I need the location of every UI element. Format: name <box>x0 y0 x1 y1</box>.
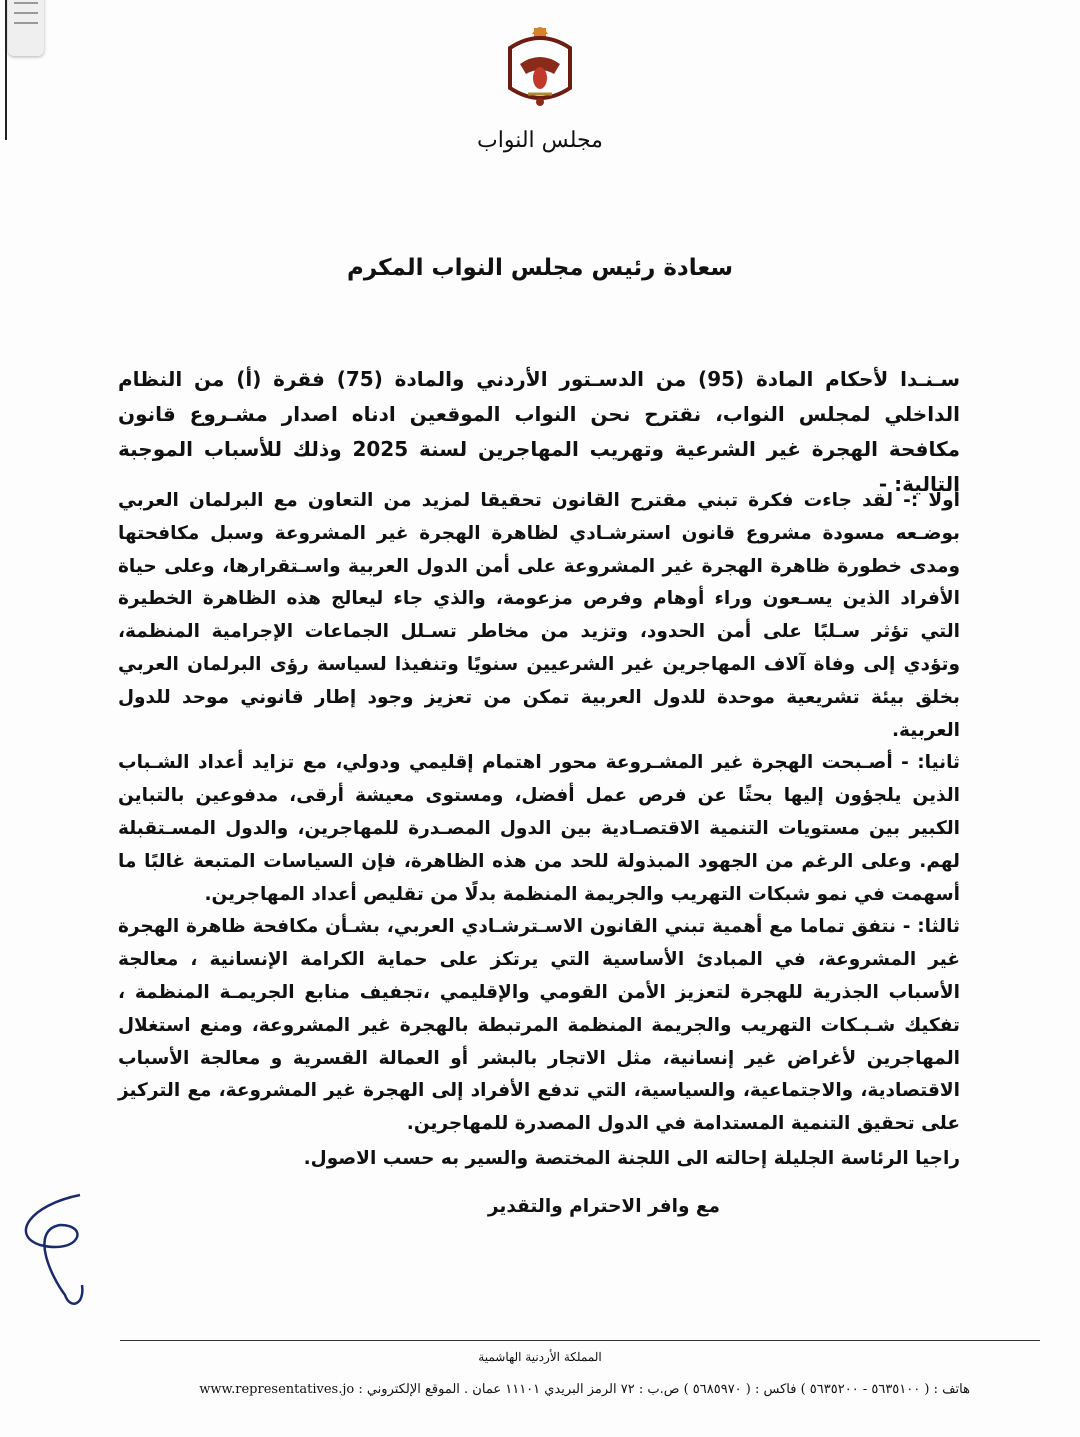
reason-second: ثانيا: - أصـبحت الهجرة غير المشـروعة محور اهتمام إقليمي ودولي، مع تزايد أعداد الشـباب الذين يلجؤون إليها بحثًا عن فرص عمل أفضل، ومستوى معيشة أرقى، مدفوعين بالتباين الكبير بين مستويات التنمية الاقتصـادية بين الدول المصـدرة للمهاجرين، والدول المسـتقبلة لهم. وعلى الرغم من الجهود المبذولة للحد من هذه الظاهرة، فإن السياسات المتبعة غالبًا ما أسهمت في نمو شبكات التهريب والجريمة المنظمة بدلًا من تقليص أعداد المهاجرين. <box>118 752 960 905</box>
reason-third: ثالثا: - نتفق تماما مع أهمية تبني القانون الاسـترشـادي العربي، بشـأن مكافحة ظاهرة الهجرة غير المشروعة، في المبادئ الأساسية التي يرتكز على حماية الكرامة الإنسانية ، معالجة الأسباب الجذرية للهجرة لتعزيز الأمن القومي والإقليمي ،تجفيف منابع الجريمـة المنظمة ، تفكيك شـبـكات التهريب والجريمة المنظمة المرتبطة بالهجرة غير المشروعة، ومنع استغلال المهاجرين لأغراض غير إنسانية، مثل الاتجار بالبشر أو العمالة القسرية و معالجة الأسباب الاقتصادية، والاجتماعية، والسياسية، التي تدفع الأفراد إلى الهجرة غير المشروعة، مع التركيز على تحقيق التنمية المستدامة في الدول المصدرة للمهاجرين. <box>118 916 960 1135</box>
footer-divider <box>120 1340 1040 1341</box>
footer-organization: المملكة الأردنية الهاشمية <box>478 1350 602 1364</box>
page-edge <box>5 0 7 140</box>
footer-contact: هاتف : ( ٥٦٣٥١٠٠ - ٥٦٣٥٢٠٠ ) فاكس : ( ٥٦٨٥٩٧٠ ) ص.ب : ٧٢ الرمز البريدي ١١١٠١ عمان . الموقع الإلكتروني : www.representatives.jo <box>199 1382 970 1397</box>
reasons-section <box>118 485 960 1141</box>
regards: مع وافر الاحترام والتقدير <box>487 1196 720 1217</box>
menu-bar <box>14 22 38 24</box>
logo-text: مجلس النواب <box>477 128 603 153</box>
menu-bar <box>14 12 38 14</box>
jordan-coat-of-arms-logo <box>492 16 588 116</box>
letter-addressee: سعادة رئيس مجلس النواب المكرم <box>347 255 733 281</box>
intro-paragraph: سـنـدا لأحكام المادة (95) من الدسـتور الأردني والمادة (75) فقرة (أ) من النظام الداخلي لمجلس النواب، نقترح نحن النواب الموقعين ادناه اصدار مشـروع قانون مكافحة الهجرة غير الشرعية وتهريب المهاجرين لسنة 2025 وذلك للأسباب الموجبة التالية: - <box>118 367 961 496</box>
menu-button[interactable] <box>8 0 44 56</box>
handwritten-signature <box>10 1185 110 1315</box>
menu-bar <box>14 2 38 4</box>
reason-first: أولا :- لقد جاءت فكرة تبني مقترح القانون تحقيقا لمزيد من التعاون مع البرلمان العربي بوضـعه مسودة مشروع قانون استرشـادي لظاهرة الهجرة غير المشروعة وسبل مكافحتها ومدى خطورة ظاهرة الهجرة غير المشروعة على أمن الدول العربية واسـتقرارها، وعلى حياة الأفراد الذين يسـعون وراء أوهام وفرص مزعومة، والذي جاء ليعالج هذه الظاهرة الخطيرة التي تؤثر سـلبًا على أمن الحدود، وتزيد من مخاطر تسـلل الجماعات الإجرامية المنظمة، وتؤدي إلى وفاة آلاف المهاجرين غير الشرعيين سنويًا وتنفيذا لسياسة رؤى البرلمان العربي بخلق بيئة تشريعية موحدة للدول العربية تمكن من تعزيز وجود إطار قانوني موحد للدول العربية. <box>118 490 960 741</box>
closing-request: راجيا الرئاسة الجليلة إحالته الى اللجنة المختصة والسير به حسب الاصول. <box>303 1148 960 1169</box>
